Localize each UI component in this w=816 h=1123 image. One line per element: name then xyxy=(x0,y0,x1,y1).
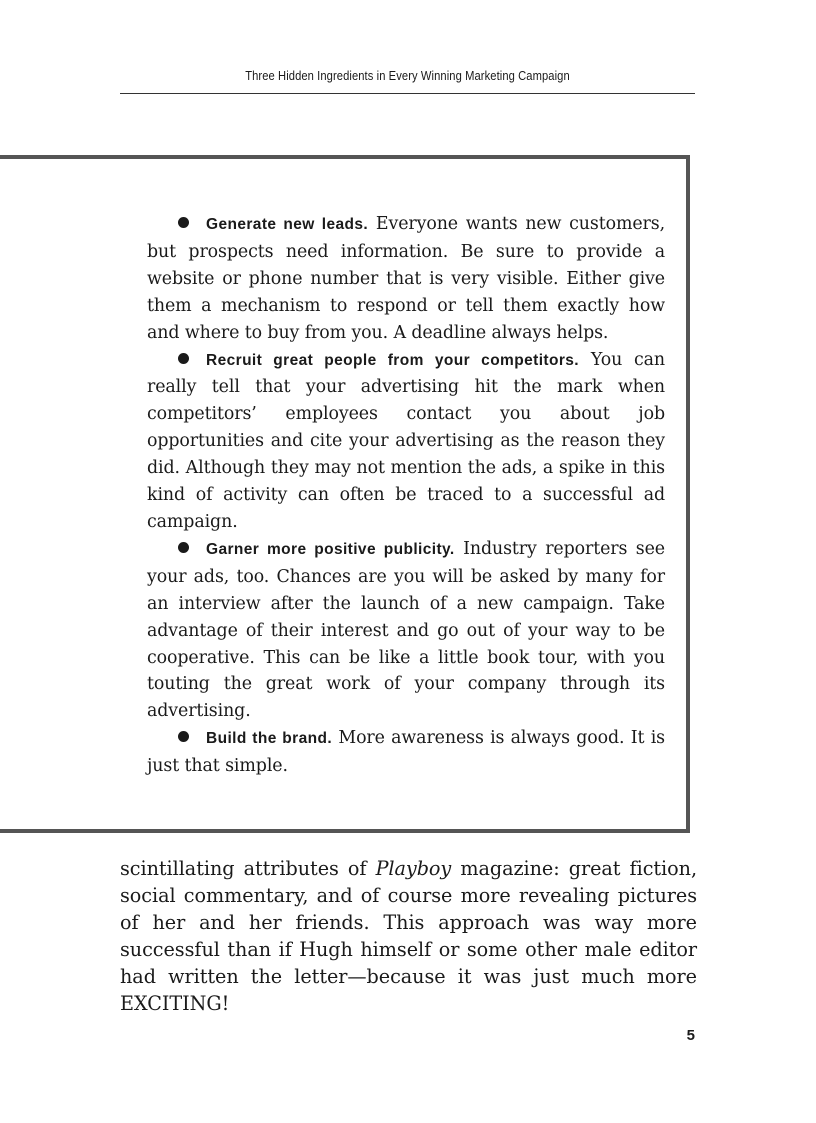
page-number: 5 xyxy=(686,1027,695,1044)
running-head-title: Three Hidden Ingredients in Every Winning Marketing Campaign xyxy=(245,68,570,83)
bullet-heading: Garner more positive publicity. xyxy=(206,540,455,558)
magazine-title: Playboy xyxy=(375,857,452,880)
bullet-text: Everyone wants new customers, but prospects need information. Be sure to provide a website or phone number that is very visible. Either give them a mechanism to respond or tell them exactly how and where to buy from you. A deadline always helps. xyxy=(147,214,666,343)
bullet-heading: Generate new leads. xyxy=(206,216,369,233)
body-text-after: magazine: great fiction, social commentary, and of course more revealing pictures of her and her friends. This approach was way more successful than if Hugh himself or some other male editor had written the letter—because it was just much more EXCITING! xyxy=(120,857,697,1016)
bullet-heading: Build the brand. xyxy=(206,730,333,748)
bullet-item-build-brand xyxy=(147,725,665,780)
bullet-text: You can really tell that your advertising hit the mark when competitors’ employees contact you about job opportunities and cite your advertising as the reason they did. Although they may not mention the ads, a spike in this kind of activity can often be traced to a successful ad campaign. xyxy=(147,349,665,532)
bullet-text: Industry reporters see your ads, too. Chances are you will be asked by many for an interview after the launch of a new campaign. Take advantage of their interest and go out of your way to be cooperative. This can be like a little book tour, with you touting the great work of your company through its advertising. xyxy=(147,538,665,722)
bullet-icon xyxy=(178,217,189,228)
bullet-item-recruit xyxy=(147,347,665,536)
bullet-icon xyxy=(178,542,189,553)
sidebar-content xyxy=(147,211,665,780)
sidebar-box xyxy=(0,155,690,833)
bullet-heading: Recruit great people from your competitors. xyxy=(206,351,579,369)
bullet-icon xyxy=(178,731,189,742)
bullet-text: More awareness is always good. It is just that simple. xyxy=(147,728,665,777)
header-rule xyxy=(120,93,695,94)
bullet-icon xyxy=(178,353,189,364)
bullet-item-generate-leads xyxy=(147,211,665,347)
body-text-before: scintillating attributes of xyxy=(120,857,367,880)
body-paragraph xyxy=(120,855,697,1018)
bullet-item-publicity xyxy=(147,536,665,725)
